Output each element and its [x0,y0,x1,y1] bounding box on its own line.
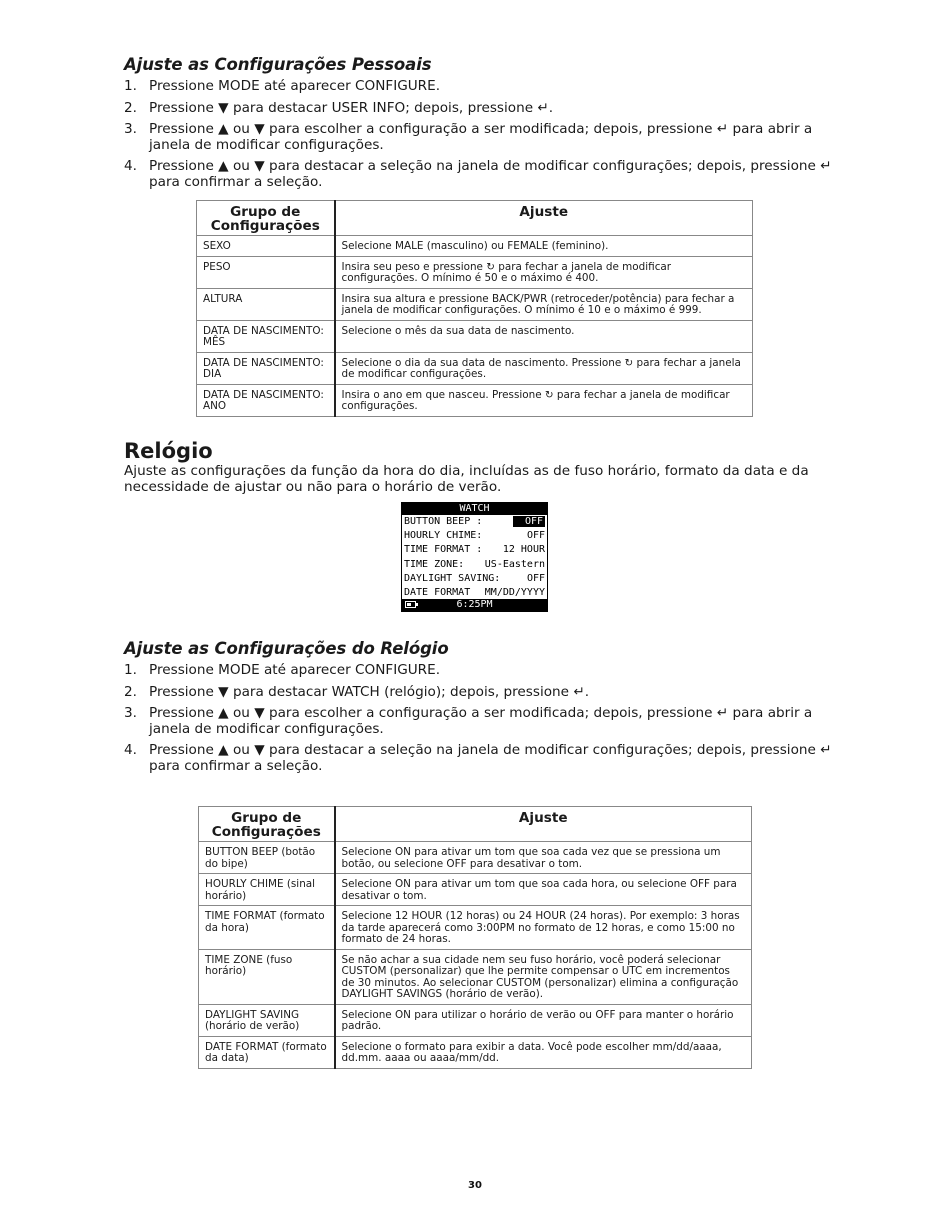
step-number: 1. [124,78,137,94]
step-text: Pressione ▲ ou ▼ para destacar a seleção na janela de modificar configurações; depois, pressione ↵ para confirmar a seleção. [149,158,832,190]
step-text: Pressione ▼ para destacar WATCH (relógio); depois, pressione ↵. [149,683,590,700]
table-row [199,874,752,906]
table-row [197,288,753,320]
battery-icon [405,601,416,608]
step-number: 4. [124,742,137,758]
table-row [199,1036,752,1068]
watch-intro-paragraph: Ajuste as configurações da função da hora do dia, incluídas as de fuso horário, formato da data e da necessidade de ajustar ou não para o horário de verão. [124,463,809,495]
table-row [197,352,753,384]
table-cell: Selecione o mês da sua data de nascimento. [335,320,753,352]
watch-time: 6:25PM [456,599,493,610]
watch-screen-title: WATCH [402,503,547,515]
watch-setting-label: DATE FORMAT [404,586,471,598]
step-item [124,743,834,774]
table-cell: Selecione ON para ativar um tom que soa cada hora, ou selecione OFF para desativar o tom. [335,874,752,906]
table-cell: Insira o ano em que nasceu. Pressione ↻ para fechar a janela de modificar configurações. [335,384,753,416]
step-item [124,122,834,153]
step-text: Pressione ▲ ou ▼ para escolher a configuração a ser modificada; depois, pressione ↵ para abrir a janela de modificar configurações. [149,121,813,153]
watch-screen-display [401,502,548,612]
watch-setting-value: 12 HOUR [502,544,545,556]
step-item [124,159,834,190]
watch-settings-table [198,806,752,1069]
step-number: 2. [124,683,137,700]
heading-personal-settings: Ajuste as Configurações Pessoais [124,55,432,74]
table-cell: HOURLY CHIME (sinal horário) [199,874,335,906]
watch-setting-row [402,515,547,529]
watch-setting-row [402,572,547,586]
table-row [197,384,753,416]
table-cell: Se não achar a sua cidade nem seu fuso horário, você poderá selecionar CUSTOM (personalizar) que lhe permite compensar o UTC em incrementos de 30 minutos. Ao selecionar CUSTOM (personalizar) elimina a configuração DAYLIGHT SAVINGS (horário de verão). [335,949,752,1004]
table-row [199,1004,752,1036]
table-row [197,320,753,352]
column-header: Grupo de Configurações [199,807,335,842]
table-cell: SEXO [197,236,335,257]
watch-setting-label: DAYLIGHT SAVING: [404,572,501,584]
step-text: Pressione ▲ ou ▼ para destacar a seleção na janela de modificar configurações; depois, pressione ↵ para confirmar a seleção. [149,742,832,774]
personal-settings-table [196,200,753,417]
table-cell: DATA DE NASCIMENTO: MÊS [197,320,335,352]
table-cell: DATE FORMAT (formato da data) [199,1036,335,1068]
watch-setting-row [402,586,547,600]
watch-setting-value: OFF [526,530,545,542]
table-cell: Insira seu peso e pressione ↻ para fechar a janela de modificar configurações. O mínimo é 50 e o máximo é 400. [335,256,753,288]
watch-setting-value: OFF [526,572,545,584]
column-header: Ajuste [335,807,752,842]
heading-watch-settings: Ajuste as Configurações do Relógio [124,639,449,658]
step-item [124,685,834,701]
step-item [124,663,834,679]
step-number: 1. [124,662,137,678]
step-item [124,706,834,737]
step-item [124,79,834,95]
table-row [199,842,752,874]
heading-watch: Relógio [124,439,213,463]
watch-setting-label: BUTTON BEEP : [404,516,483,527]
table-cell: Selecione 12 HOUR (12 horas) ou 24 HOUR (24 horas). Por exemplo: 3 horas da tarde aparecerá como 3:00PM no formato de 12 horas, e como 15:00 no formato de 24 horas. [335,906,752,950]
step-number: 3. [124,121,137,137]
table-cell: DAYLIGHT SAVING (horário de verão) [199,1004,335,1036]
watch-setting-label: TIME ZONE: [404,558,465,570]
table-cell: TIME FORMAT (formato da hora) [199,906,335,950]
table-row [199,906,752,950]
watch-setting-label: HOURLY CHIME: [404,530,483,542]
watch-setting-value: US-Eastern [484,558,545,570]
table-cell: BUTTON BEEP (botão do bipe) [199,842,335,874]
table-cell: TIME ZONE (fuso horário) [199,949,335,1004]
column-header: Ajuste [335,201,753,236]
table-cell: PESO [197,256,335,288]
step-number: 2. [124,99,137,116]
table-row [199,949,752,1004]
watch-setting-row [402,529,547,543]
step-text: Pressione MODE até aparecer CONFIGURE. [149,662,441,678]
page-number: 30 [468,1180,482,1191]
table-cell: Selecione ON para ativar um tom que soa cada vez que se pressiona um botão, ou selecione OFF para desativar o tom. [335,842,752,874]
table-cell: Selecione o dia da sua data de nascimento. Pressione ↻ para fechar a janela de modificar configurações. [335,352,753,384]
step-text: Pressione ▼ para destacar USER INFO; depois, pressione ↵. [149,99,554,116]
personal-settings-steps [124,79,834,196]
watch-setting-value: MM/DD/YYYY [484,586,545,598]
watch-setting-label: TIME FORMAT : [404,544,483,556]
table-cell: Selecione MALE (masculino) ou FEMALE (feminino). [335,236,753,257]
table-header-row [199,807,752,842]
table-row [197,236,753,257]
watch-setting-value: OFF [513,516,545,527]
watch-settings-steps [124,663,834,780]
step-number: 3. [124,705,137,721]
step-text: Pressione MODE até aparecer CONFIGURE. [149,78,441,94]
watch-status-bar [402,599,547,611]
step-item [124,101,834,117]
table-header-row [197,201,753,236]
table-cell: ALTURA [197,288,335,320]
table-cell: DATA DE NASCIMENTO: ANO [197,384,335,416]
step-number: 4. [124,158,137,174]
table-row [197,256,753,288]
watch-setting-row [402,558,547,572]
table-cell: Insira sua altura e pressione BACK/PWR (retroceder/potência) para fechar a janela de modificar configurações. O mínimo é 10 e o máximo é 999. [335,288,753,320]
table-cell: Selecione o formato para exibir a data. Você pode escolher mm/dd/aaaa, dd.mm. aaaa ou aaaa/mm/dd. [335,1036,752,1068]
step-text: Pressione ▲ ou ▼ para escolher a configuração a ser modificada; depois, pressione ↵ para abrir a janela de modificar configurações. [149,705,813,737]
column-header: Grupo de Configurações [197,201,335,236]
table-cell: Selecione ON para utilizar o horário de verão ou OFF para manter o horário padrão. [335,1004,752,1036]
table-cell: DATA DE NASCIMENTO: DIA [197,352,335,384]
watch-setting-row [402,543,547,557]
